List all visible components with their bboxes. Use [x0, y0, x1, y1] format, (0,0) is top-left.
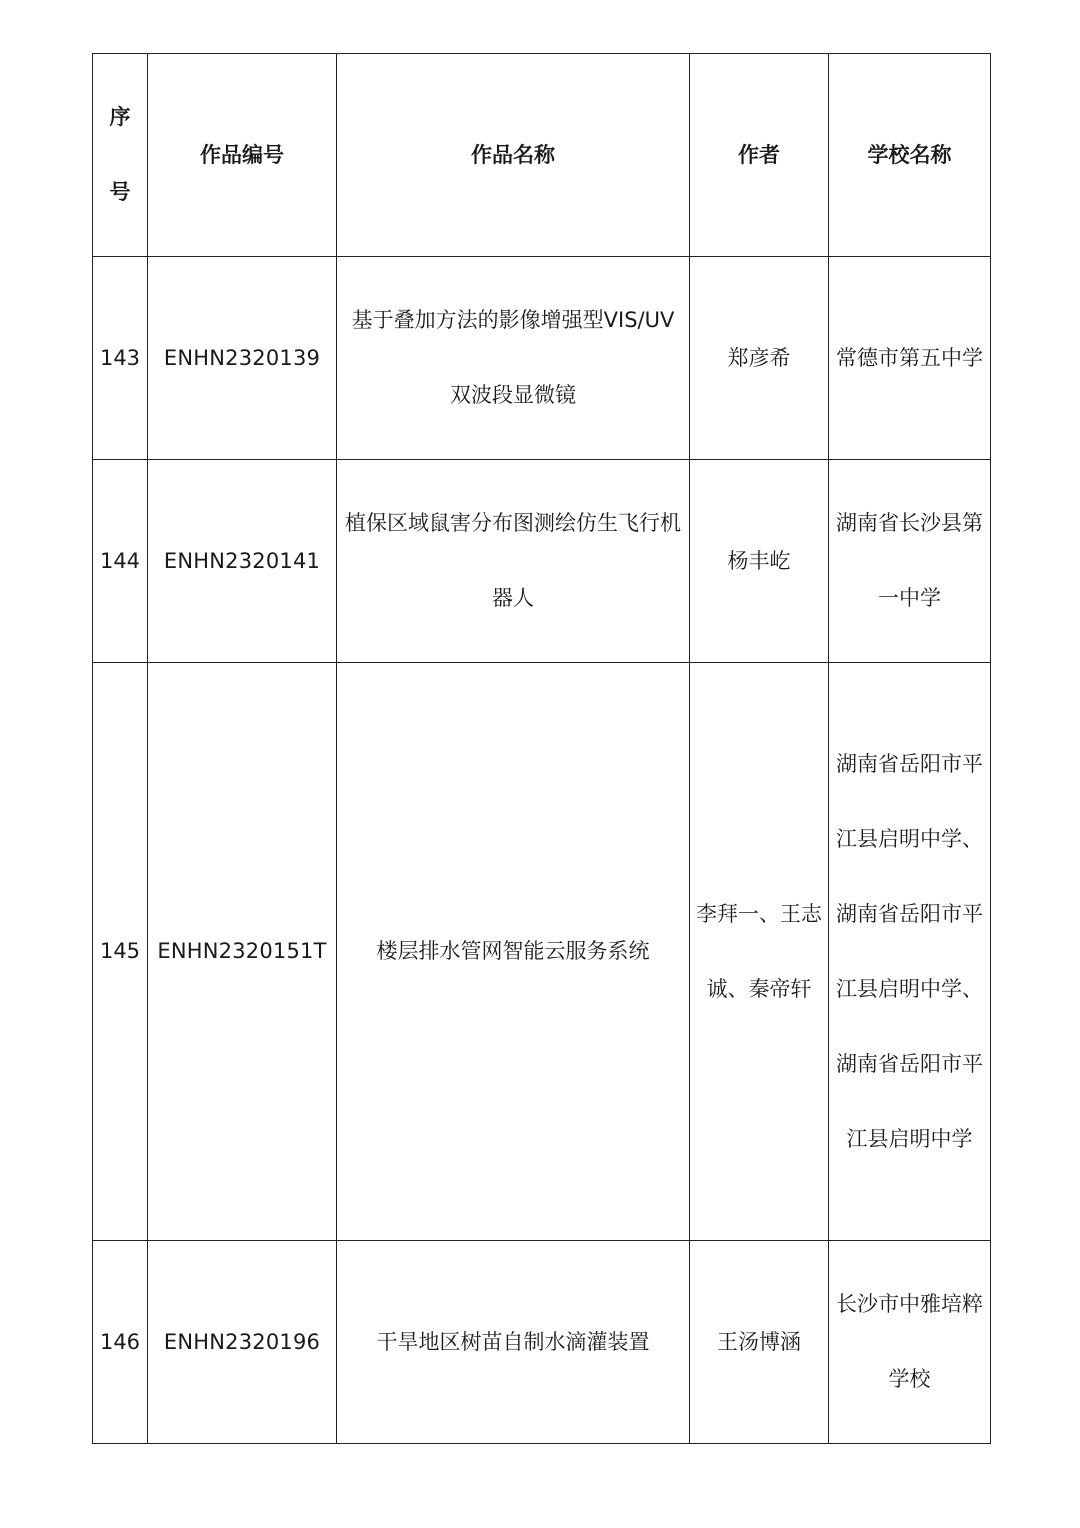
row-work-name: 干旱地区树苗自制水滴灌装置 — [337, 1241, 690, 1444]
row-index: 144 — [93, 460, 148, 663]
header-work-id: 作品编号 — [148, 54, 337, 257]
row-work-id: ENHN2320139 — [148, 257, 337, 460]
table-row — [93, 1241, 991, 1444]
row-author: 郑彦希 — [690, 257, 829, 460]
table-row — [93, 663, 991, 1241]
row-school: 常德市第五中学 — [829, 257, 991, 460]
row-work-id: ENHN2320196 — [148, 1241, 337, 1444]
row-index: 143 — [93, 257, 148, 460]
header-index — [93, 54, 148, 257]
header-index-line2: 号 — [109, 180, 131, 204]
row-work-id: ENHN2320151T — [148, 663, 337, 1241]
row-work-id: ENHN2320141 — [148, 460, 337, 663]
header-author: 作者 — [690, 54, 829, 257]
row-work-name: 楼层排水管网智能云服务系统 — [337, 663, 690, 1241]
award-list-table — [92, 53, 991, 1444]
row-author: 李拜一、王志诚、秦帝轩 — [690, 663, 829, 1241]
row-school: 长沙市中雅培粹学校 — [829, 1241, 991, 1444]
row-index: 145 — [93, 663, 148, 1241]
header-work-name: 作品名称 — [337, 54, 690, 257]
header-school: 学校名称 — [829, 54, 991, 257]
row-work-name: 植保区域鼠害分布图测绘仿生飞行机器人 — [337, 460, 690, 663]
row-author: 王汤博涵 — [690, 1241, 829, 1444]
header-index-line1: 序 — [109, 105, 131, 129]
table-header-row — [93, 54, 991, 257]
row-school: 湖南省长沙县第一中学 — [829, 460, 991, 663]
table-row — [93, 257, 991, 460]
row-author: 杨丰屹 — [690, 460, 829, 663]
row-school: 湖南省岳阳市平江县启明中学、湖南省岳阳市平江县启明中学、湖南省岳阳市平江县启明中学 — [829, 663, 991, 1241]
row-index: 146 — [93, 1241, 148, 1444]
row-work-name: 基于叠加方法的影像增强型VIS/UV双波段显微镜 — [337, 257, 690, 460]
table-row — [93, 460, 991, 663]
